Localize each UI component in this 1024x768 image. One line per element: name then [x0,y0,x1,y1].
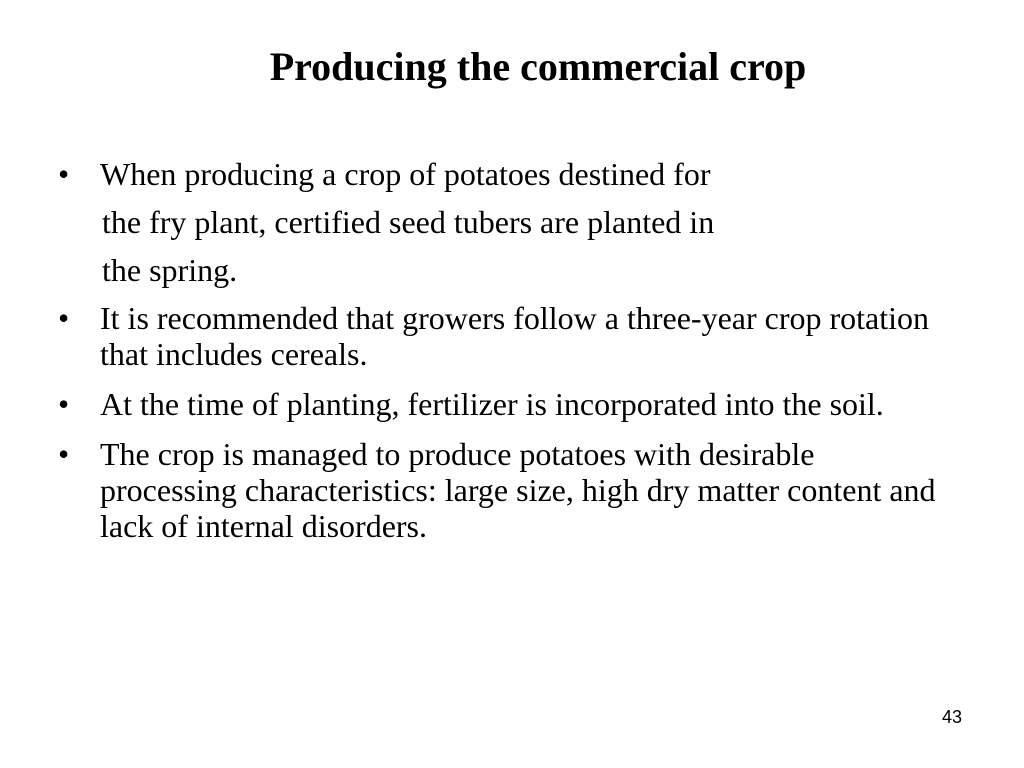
bullet-item-seed-tubers [58,150,958,294]
bullet-text: The crop is managed to produce potatoes with desirable processing characteristics: large size, high dry matter content and lack of internal disorders. [100,436,936,544]
bullet-line: When producing a crop of potatoes destined for [100,156,711,192]
page-number: 43 [941,707,962,727]
bullet-line: the fry plant, certified seed tubers are planted in [102,204,715,240]
bullet-item-fertilizer [58,386,958,422]
bullet-text: It is recommended that growers follow a three-year crop rotation that includes cereals. [100,300,930,372]
bullet-marker: • [58,436,70,472]
bullet-marker: • [58,300,70,336]
bullet-item-crop-management [58,436,958,544]
bullet-list [58,156,958,558]
bullet-marker: • [58,386,70,422]
bullet-item-crop-rotation [58,300,958,372]
bullet-text: At the time of planting, fertilizer is incorporated into the soil. [100,386,884,422]
bullet-line: the spring. [102,252,238,288]
slide-title: Producing the commercial crop [269,44,807,89]
bullet-marker: • [58,156,70,192]
